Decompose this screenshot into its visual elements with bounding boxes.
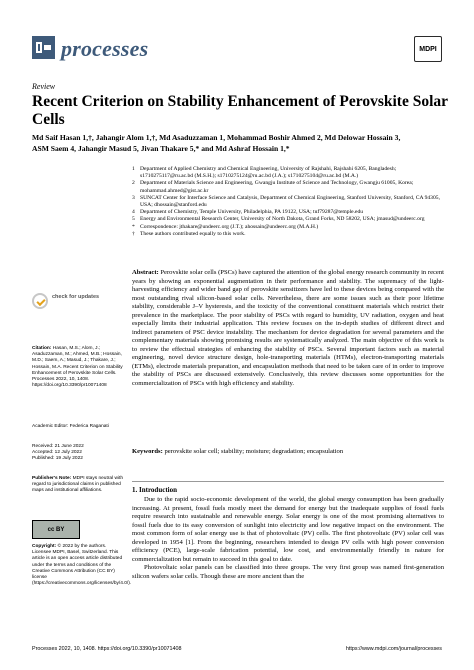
check-updates-icon xyxy=(32,293,48,309)
section-heading: 1. Introduction xyxy=(132,486,177,494)
abstract-text: Perovskite solar cells (PSCs) have captured the attention of the global energy research community in recent years by showing an exponential augmentation in their performance and stability. The supremacy of the light-harvesting efficiency and wider band gap of perovskite sensitizers have led to these devices being compared with the most outstanding rival silicon-based solar cells. Nevertheless, there are some issues such as their poor lifetime stability, considerable J–V hysteresis, and the toxicity of the conventional constituent materials which restrict their prevalence in the marketplace. The poor stability of PSCs with regard to humidity, UV radiation, oxygen and heat especially limits their industrial application. This review focuses on the in-depth studies of different direct and indirect parameters of PSC device instability. The mechanism for device degradation for several parameters and the complementary materials showing promising results are systematically analyzed. The main objective of this work is to review the effectual strategies of enhancing the stability of PSCs. Several important factors such as material engineering, novel device structure design, hole-transporting materials (HTMs), electron-transporting materials (ETMs), electrode materials preparation, and encapsulation methods that need to be taken care of in order to improve the stability of PSCs are discussed extensively. Conclusively, this review discusses some opportunities for the commercialization of PSCs with high efficiency and stability. xyxy=(132,269,444,387)
check-for-updates-button[interactable] xyxy=(32,291,102,317)
keywords-text: perovskite solar cell; stability; moisture; degradation; encapsulation xyxy=(164,448,344,455)
mdpi-logo: MDPI xyxy=(414,36,442,62)
received-date: Received: 21 June 2022 xyxy=(32,444,84,449)
copyright-block: Copyright: © 2022 by the authors. Licensee MDPI, Basel, Switzerland. This article is an open access article distributed under the terms and conditions of the Creative Commons Attribution (CC BY) license (https://creativecommons.org/licenses/by/4.0/). xyxy=(32,544,132,587)
keywords-label: Keywords: xyxy=(132,448,163,455)
citation-text: Hasan, M.S.; Alom, J.; Asaduzzaman, M.; Ahmed, M.B.; Hossain, M.D.; Saem, A.; Masud, J.; Thakare, J.; Hossain, M.A. Recent Criterion on Stability Enhancement of Perovskite Solar Cells. Processes 2022, 10, 1408. https://doi.org/10.3390/pr10071408 xyxy=(32,346,123,389)
section-divider xyxy=(132,481,444,482)
affiliation-item: 5 Energy and Environmental Research Center, University of North Dakota, Grand Forks, ND 58202, USA; jmasud@undeerc.org xyxy=(132,216,425,223)
journal-name: processes xyxy=(61,36,149,61)
published-date: Published: 19 July 2022 xyxy=(32,456,83,462)
affiliation-item: 1 Department of Applied Chemistry and Chemical Engineering, University of Rajshahi, Rajshahi 6205, Bangladesh; s1710275117@ru.ac.bd (M.S.H.); s1710275124@ru.ac.bd (J.A.); s1710275104@ru.ac.bd (M.A.) xyxy=(132,166,397,180)
journal-header xyxy=(32,34,442,62)
authors-line-1: Md Saif Hasan 1,†, Jahangir Alom 1,†, Md Asaduzzaman 1, Mohammad Boshir Ahmed 2, Md Delowar Hossain 3, xyxy=(32,133,401,142)
citation-block: Citation: Hasan, M.S.; Alom, J.; Asaduzzaman, M.; Ahmed, M.B.; Hossain, M.D.; Saem, A.; Masud, J.; Thakare, J.; Hossain, M.A. Recent Criterion on Stability Enhancement of Perovskite Solar Cells. Processes 2022, 10, 1408. https://doi.org/10.3390/pr10071408 xyxy=(32,346,123,389)
dates xyxy=(32,444,124,463)
introduction-text xyxy=(132,496,444,581)
academic-editor: Academic Editor: Federica Raganati xyxy=(32,424,109,429)
keywords xyxy=(132,448,444,457)
cc-by-license-icon[interactable]: cc BY xyxy=(32,520,80,539)
article-type: Review xyxy=(32,82,56,91)
equal-contribution-note: † These authors contributed equally to this work. xyxy=(132,230,246,237)
page-footer xyxy=(32,646,442,652)
affiliation-item: 2 Department of Materials Science and Engineering, Gwangju Institute of Science and Technology, Gwangju 61005, Korea; mohammad.ahmed@gist.ac.kr xyxy=(132,180,414,194)
article-title: Recent Criterion on Stability Enhancement of Perovskite Solar Cells xyxy=(32,93,448,128)
abstract-label: Abstract: xyxy=(132,269,159,276)
footer-citation: Processes 2022, 10, 1408. https://doi.org/10.3390/pr10071408 xyxy=(32,646,182,652)
affiliation-item: 3 SUNCAT Center for Interface Science and Catalysis, Department of Chemical Engineering, Stanford University, Stanford, CA 94305, USA; dhossain@stanford.edu xyxy=(132,194,440,209)
affiliation-item: 4 Department of Chemistry, Temple University, Philadelphia, PA 19122, USA; tuf79287@temple.edu xyxy=(132,209,364,216)
correspondence: * Correspondence: jthakare@undeerc.org (J.T.); ahossain@undeerc.org (M.A.H.) xyxy=(132,223,319,230)
processes-logo-icon xyxy=(32,36,55,59)
affiliations xyxy=(132,166,442,238)
intro-paragraph-1: Due to the rapid socio-economic development of the world, the global energy consumption has been gradually increasing. At present, fossil fuels mostly meet the demand for energy but the inadequate supplies of fossil fuels require research into sustainable and renewable energy. Solar energy is one of the most promising alternatives to fossil fuels due to its easy conversion of sunlight into electricity and low negative impact on the environment. The most common form of solar energy use is that of photovoltaic (PV) cells. The first photovoltaic (PV) solar cell was developed in 1954 [1]. From the beginning, researchers intended to design PV cells with high power conversion efficiency (PCE), large-scale fabrication potential, low cost, and environmentally friendly in nature for commercialization but remain to succeed in this goal to date. xyxy=(132,496,444,563)
authors-line-2: ASM Saem 4, Jahangir Masud 5, Jivan Thakare 5,* and Md Ashraf Hossain 1,* xyxy=(32,144,290,153)
journal-url-link[interactable]: https://www.mdpi.com/journal/processes xyxy=(345,646,442,652)
check-updates-label: check for updates xyxy=(52,294,100,300)
accepted-date: Accepted: 12 July 2022 xyxy=(32,450,82,456)
abstract xyxy=(132,269,444,388)
intro-paragraph-2: Photovoltaic solar panels can be classified into three groups. The very first group was named first-generation silicon wafers solar cells. Though these are more ancient than the xyxy=(132,564,444,580)
publishers-note: Publisher's Note: MDPI stays neutral with regard to jurisdictional claims in published maps and institutional affiliations. xyxy=(32,476,123,494)
author-list xyxy=(32,132,452,154)
